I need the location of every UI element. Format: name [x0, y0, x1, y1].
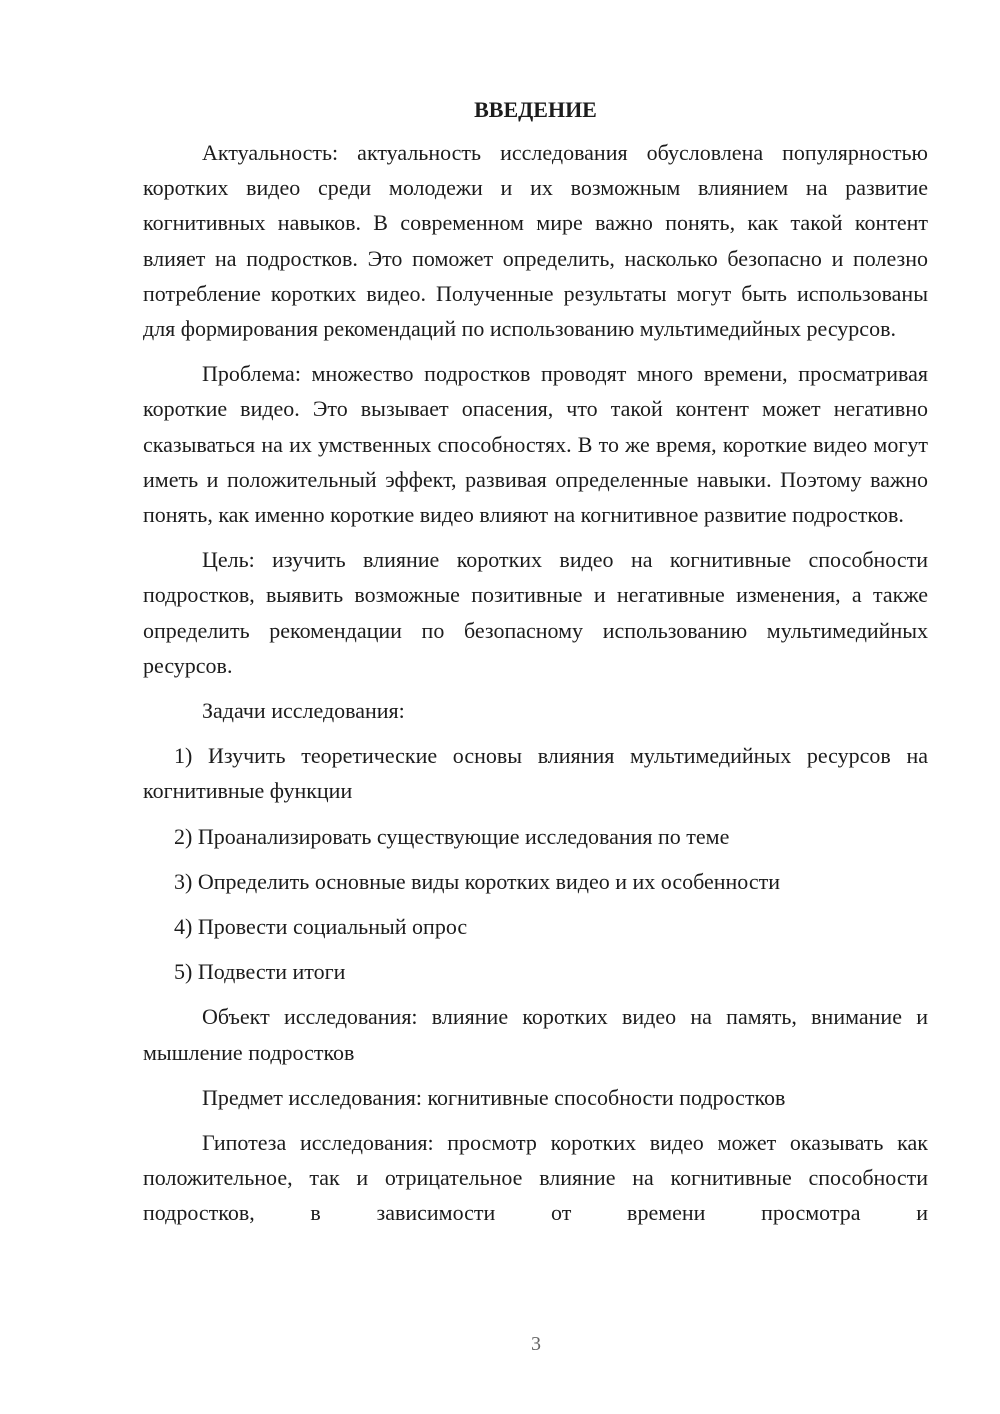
task-item-2: 2) Проанализировать существующие исследования по теме — [174, 823, 730, 849]
task-item-4: 4) Провести социальный опрос — [174, 914, 468, 940]
goal-paragraph: Цель: изучить влияние коротких видео на когнитивные способности подростков, выявить возможные позитивные и негативные изменения, а также определить рекомендации по безопасному использованию мультимедийных ресурсов. — [143, 547, 928, 678]
object-paragraph: Объект исследования: влияние коротких видео на память, внимание и мышление подростков — [143, 1004, 928, 1065]
task-item-3: 3) Определить основные виды коротких видео и их особенности — [174, 868, 780, 894]
tasks-heading: Задачи исследования: — [202, 698, 405, 724]
subject-paragraph: Предмет исследования: когнитивные способности подростков — [202, 1084, 786, 1110]
page-title: ВВЕДЕНИЕ — [474, 97, 597, 122]
problem-paragraph: Проблема: множество подростков проводят много времени, просматривая короткие видео. Это вызывает опасения, что такой контент может негативно сказываться на их умственных способностях. В то же время, короткие видео могут иметь и положительный эффект, развивая определенные навыки. Поэтому важно понять, как именно короткие видео влияют на когнитивное развитие подростков. — [143, 361, 928, 528]
task-item-5: 5) Подвести итоги — [174, 959, 346, 985]
relevance-paragraph: Актуальность: актуальность исследования обусловлена популярностью коротких видео среди молодежи и их возможным влиянием на развитие когнитивных навыков. В современном мире важно понять, как такой контент влияет на подростков. Это поможет определить, насколько безопасно и полезно потребление коротких видео. Полученные результаты могут быть использованы для формирования рекомендаций по использованию мультимедийных ресурсов. — [143, 140, 928, 342]
page-number: 3 — [531, 1333, 541, 1355]
page-content — [143, 92, 928, 1241]
hypothesis-paragraph: Гипотеза исследования: просмотр коротких видео может оказывать как положительное, так и отрицательное влияние на когнитивные способности подростков, в зависимости от времени просмотра и — [143, 1130, 928, 1226]
task-item-1: 1) Изучить теоретические основы влияния мультимедийных ресурсов на когнитивные функции — [143, 743, 928, 804]
